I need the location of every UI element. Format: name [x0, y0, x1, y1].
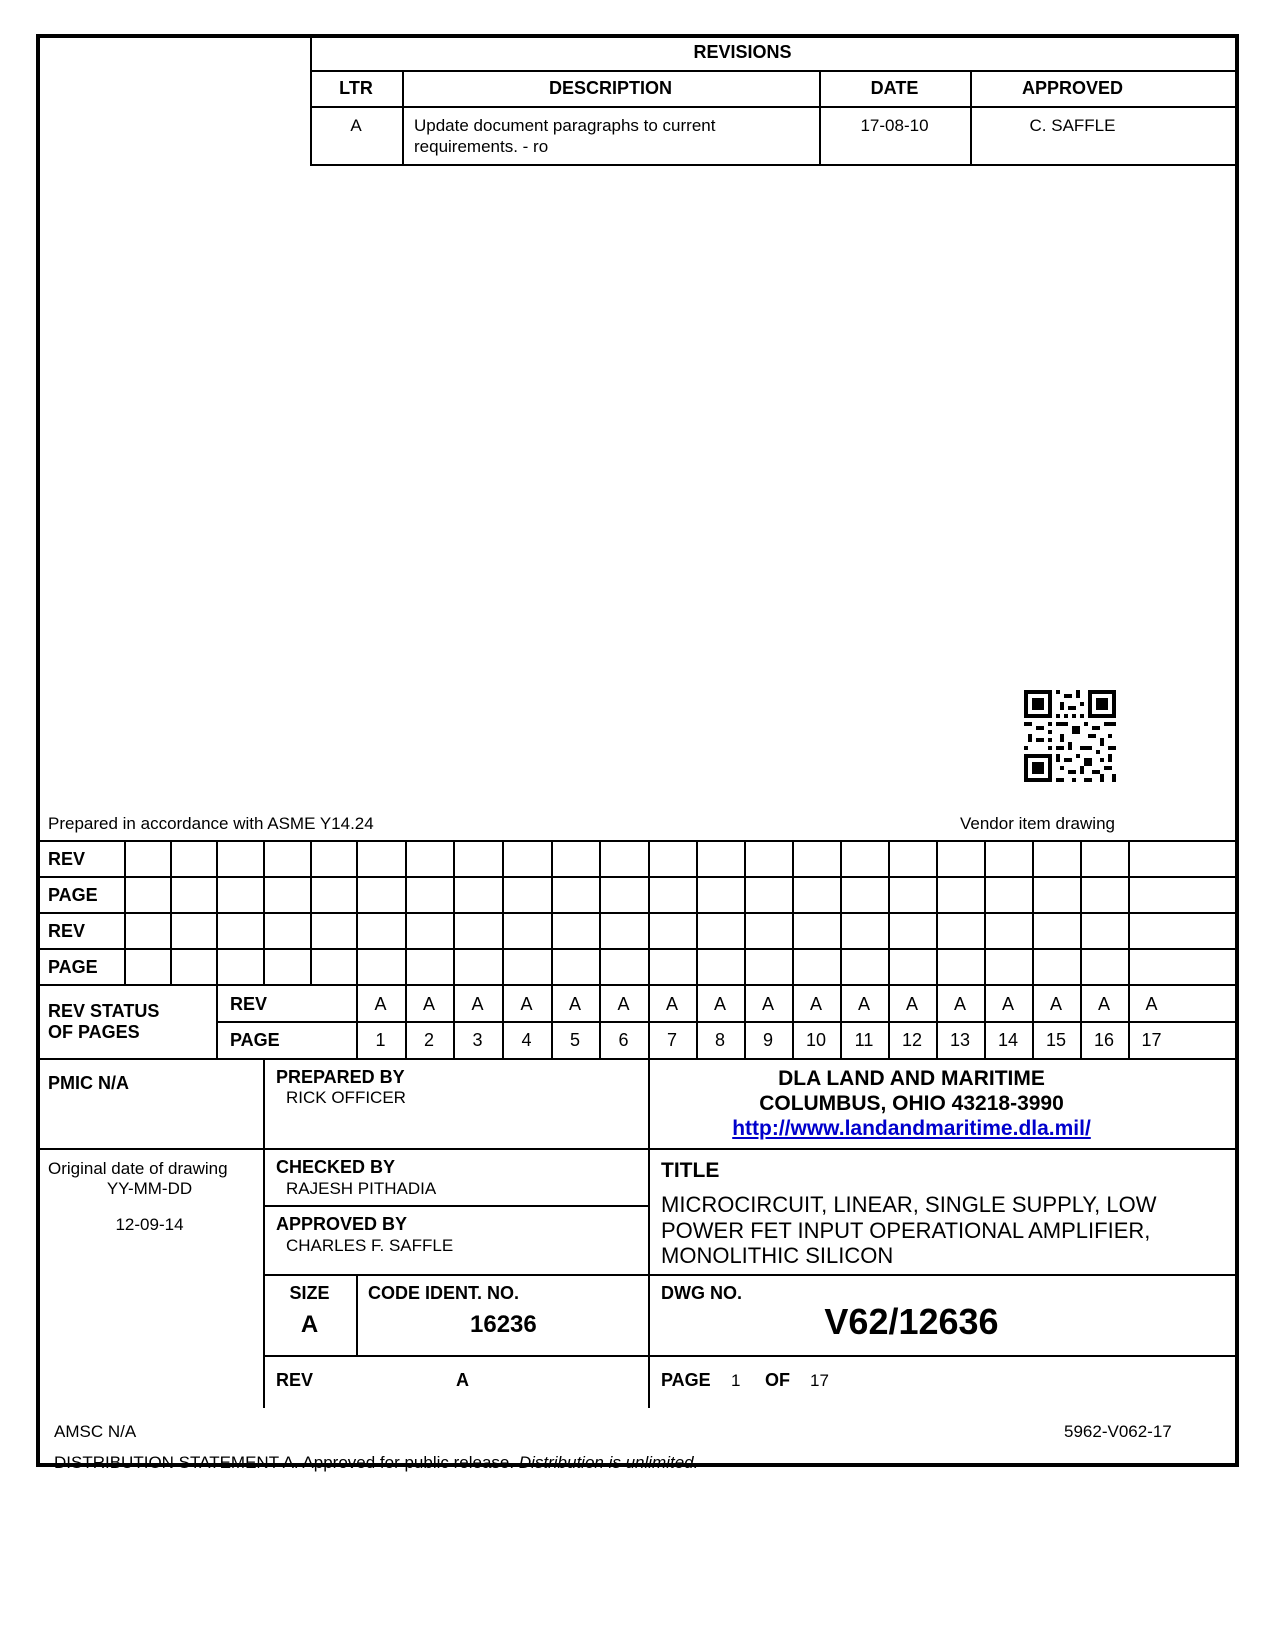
status-rev-cell: A	[953, 994, 966, 1014]
prepared-by-name: RICK OFFICER	[286, 1088, 406, 1107]
pmic-label: PMIC N/A	[48, 1073, 129, 1093]
header-date: DATE	[870, 78, 919, 98]
status-page-cell: 17	[1141, 1030, 1162, 1050]
header-ltr: LTR	[339, 78, 373, 98]
status-page-cell: 11	[854, 1030, 874, 1050]
status-rev-cell: A	[471, 994, 484, 1014]
status-rev-cell: A	[422, 994, 435, 1014]
checked-by-label: CHECKED BY	[276, 1157, 396, 1177]
status-rev-cell: A	[1097, 994, 1110, 1014]
distribution-statement	[54, 1453, 698, 1473]
prepared-by-label: PREPARED BY	[276, 1067, 405, 1087]
status-rev-cell: A	[713, 994, 726, 1014]
status-rev-cell: A	[1145, 994, 1158, 1014]
status-rev-cell: A	[568, 994, 581, 1014]
original-date-label: Original date of drawing	[48, 1159, 228, 1178]
status-page-cell: 15	[1045, 1030, 1067, 1050]
dwg-no-label: DWG NO.	[661, 1283, 742, 1303]
revision-description-line1: Update document paragraphs to current	[414, 116, 716, 135]
dwg-no-value: V62/12636	[824, 1301, 999, 1342]
status-rev-cell: A	[857, 994, 870, 1014]
revisions-title: REVISIONS	[693, 42, 792, 62]
asme-note: Prepared in accordance with ASME Y14.24	[48, 814, 374, 833]
status-page-cell: 13	[949, 1030, 971, 1050]
header-description: DESCRIPTION	[548, 78, 672, 98]
rev-value: A	[456, 1370, 469, 1390]
status-rev-cell: A	[520, 994, 533, 1014]
page-value: 1	[731, 1371, 741, 1390]
revision-ltr: A	[350, 116, 362, 135]
revision-approved: C. SAFFLE	[1029, 116, 1116, 135]
status-rev-cell: A	[1001, 994, 1014, 1014]
page-label: PAGE	[661, 1370, 711, 1390]
original-date-value: 12-09-14	[115, 1215, 184, 1234]
date-format-label: YY-MM-DD	[106, 1179, 193, 1198]
status-page-cell: 14	[997, 1030, 1019, 1050]
org-address: COLUMBUS, OHIO 43218-3990	[759, 1092, 1064, 1115]
checked-by-name: RAJESH PITHADIA	[286, 1179, 437, 1198]
vendor-item-note: Vendor item drawing	[960, 814, 1115, 833]
approved-by-label: APPROVED BY	[276, 1214, 408, 1234]
rev-label: REV	[276, 1370, 314, 1390]
status-page-cell: 9	[762, 1030, 773, 1050]
revision-description-line2: requirements. - ro	[414, 137, 549, 156]
grid-page-label-2: PAGE	[48, 957, 98, 977]
qr-code-icon	[1024, 690, 1116, 782]
size-value: A	[300, 1311, 319, 1338]
status-rev-cell: A	[617, 994, 630, 1014]
status-page-cell: 2	[423, 1030, 434, 1050]
status-rev-cell: A	[374, 994, 387, 1014]
fsc-number: 5962-V062-17	[1064, 1422, 1172, 1441]
status-page-cell: 10	[805, 1030, 827, 1050]
rev-status-line1: REV STATUS	[48, 1001, 160, 1021]
revision-date: 17-08-10	[860, 116, 929, 135]
status-page-cell: 5	[569, 1030, 580, 1050]
status-page-cell: 3	[472, 1030, 483, 1050]
status-page-cell: 12	[901, 1030, 923, 1050]
approved-by-name: CHARLES F. SAFFLE	[286, 1236, 454, 1255]
grid-rev-label-2: REV	[48, 921, 86, 941]
code-ident-value: 16236	[470, 1311, 537, 1338]
status-page-cell: 6	[618, 1030, 629, 1050]
status-rev-cell: A	[761, 994, 774, 1014]
status-page-cell: 1	[375, 1030, 386, 1050]
status-rev-label: REV	[230, 994, 268, 1014]
title-line2: POWER FET INPUT OPERATIONAL AMPLIFIER,	[661, 1218, 1151, 1243]
of-label: OF	[765, 1370, 790, 1390]
header-approved: APPROVED	[1021, 78, 1124, 98]
title-line1: MICROCIRCUIT, LINEAR, SINGLE SUPPLY, LOW	[661, 1192, 1157, 1217]
size-label: SIZE	[289, 1283, 330, 1303]
grid-page-label-1: PAGE	[48, 885, 98, 905]
status-rev-cell: A	[809, 994, 822, 1014]
status-page-cell: 8	[714, 1030, 725, 1050]
title-label: TITLE	[661, 1159, 720, 1182]
org-website-link[interactable]: http://www.landandmaritime.dla.mil/	[732, 1117, 1091, 1140]
status-rev-cell: A	[665, 994, 678, 1014]
distribution-italic: Distribution is unlimited.	[518, 1453, 699, 1472]
status-page-label: PAGE	[230, 1030, 280, 1050]
code-ident-label: CODE IDENT. NO.	[368, 1283, 520, 1303]
grid-rev-label-1: REV	[48, 849, 86, 869]
status-rev-cell: A	[905, 994, 918, 1014]
distribution-main: DISTRIBUTION STATEMENT A. Approved for public release.	[54, 1453, 519, 1472]
org-name: DLA LAND AND MARITIME	[778, 1067, 1045, 1090]
rev-status-line2: OF PAGES	[48, 1022, 140, 1042]
amsc-note: AMSC N/A	[54, 1422, 137, 1441]
title-line3: MONOLITHIC SILICON	[661, 1243, 894, 1268]
of-value: 17	[810, 1371, 829, 1390]
status-page-cell: 7	[666, 1030, 677, 1050]
status-page-cell: 4	[521, 1030, 532, 1050]
status-page-cell: 16	[1093, 1030, 1115, 1050]
status-rev-cell: A	[1049, 994, 1062, 1014]
